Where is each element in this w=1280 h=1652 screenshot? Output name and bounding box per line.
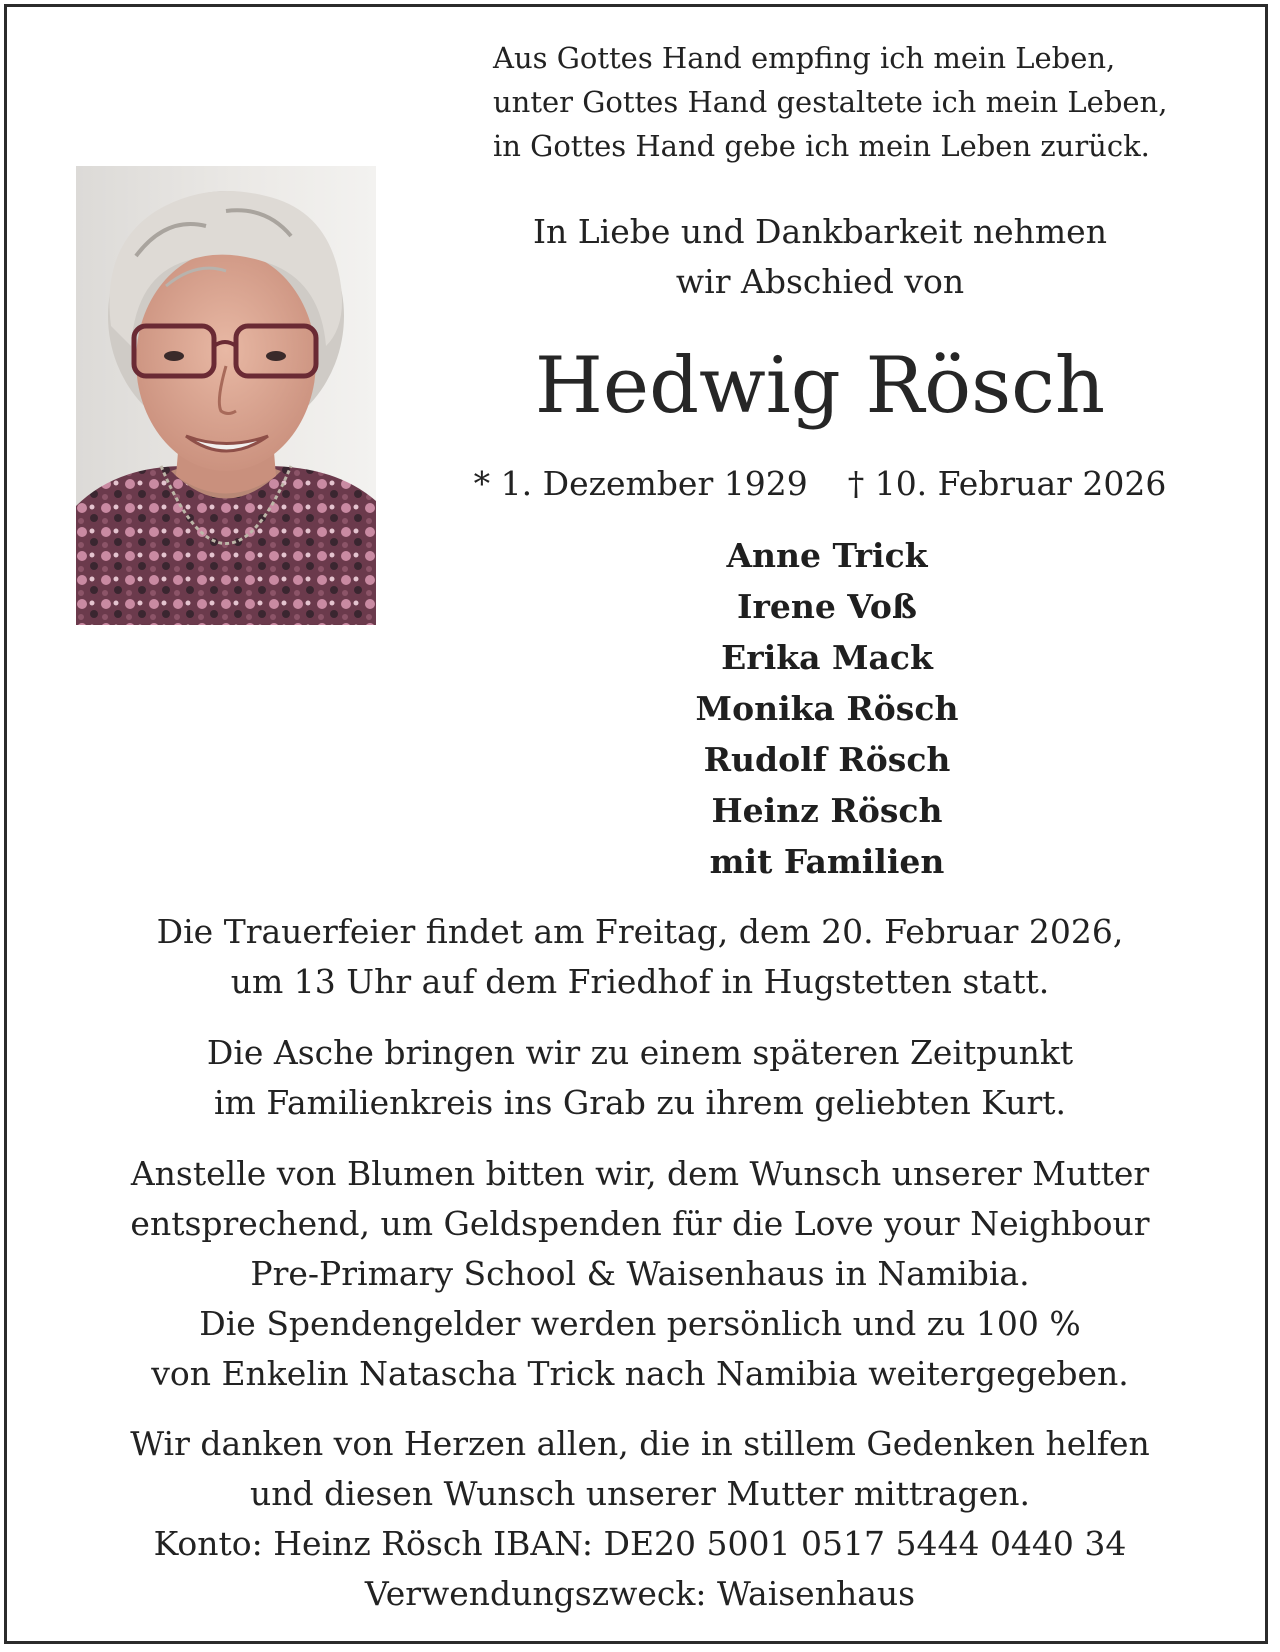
payment-reference: Verwendungszweck: Waisenhaus	[364, 1574, 916, 1613]
portrait-photo	[76, 166, 376, 625]
mourners-list	[527, 530, 1127, 887]
birth-date: * 1. Dezember 1929	[473, 464, 808, 503]
text-line: entsprechend, um Geldspenden für die Love your Neighbour	[130, 1204, 1150, 1243]
ashes-notice	[14, 1028, 1266, 1128]
funeral-notice	[14, 907, 1266, 1007]
mourner-name: Heinz Rösch	[711, 791, 943, 830]
mourner-name: Irene Voß	[737, 587, 917, 626]
text-line: Pre-Primary School & Waisenhaus in Namibia.	[250, 1254, 1030, 1293]
farewell-intro	[420, 207, 1220, 307]
text-line: Wir danken von Herzen allen, die in stillem Gedenken helfen	[130, 1424, 1150, 1463]
deceased-name: Hedwig Rösch	[534, 341, 1106, 431]
verse-line: unter Gottes Hand gestaltete ich mein Leben,	[493, 85, 1168, 119]
verse-line: in Gottes Hand gebe ich mein Leben zurück.	[493, 129, 1150, 163]
mourner-name: Rudolf Rösch	[703, 740, 951, 779]
text-line: Die Asche bringen wir zu einem späteren Zeitpunkt	[206, 1033, 1074, 1072]
text-line: Die Trauerfeier findet am Freitag, dem 20. Februar 2026,	[156, 912, 1124, 951]
verse-line: Aus Gottes Hand empfing ich mein Leben,	[493, 41, 1116, 75]
mourner-name: Anne Trick	[726, 536, 928, 575]
text-line: von Enkelin Natascha Trick nach Namibia weitergegeben.	[151, 1354, 1129, 1393]
intro-line: In Liebe und Dankbarkeit nehmen	[533, 212, 1107, 251]
thanks-and-account	[14, 1419, 1266, 1619]
life-dates	[420, 460, 1220, 508]
death-date: † 10. Februar 2026	[847, 464, 1167, 503]
donation-notice	[14, 1149, 1266, 1399]
intro-line: wir Abschied von	[675, 262, 965, 301]
bank-account: Konto: Heinz Rösch IBAN: DE20 5001 0517 5444 0440 34	[153, 1524, 1127, 1563]
text-line: Anstelle von Blumen bitten wir, dem Wunsch unserer Mutter	[130, 1154, 1150, 1193]
text-line: um 13 Uhr auf dem Friedhof in Hugstetten statt.	[230, 962, 1050, 1001]
mourner-name: Monika Rösch	[695, 689, 959, 728]
mourner-name: mit Familien	[709, 842, 945, 881]
text-line: im Familienkreis ins Grab zu ihrem geliebten Kurt.	[213, 1083, 1067, 1122]
text-line: Die Spendengelder werden persönlich und zu 100 %	[199, 1304, 1081, 1343]
mourner-name: Erika Mack	[721, 638, 933, 677]
text-line: und diesen Wunsch unserer Mutter mittragen.	[250, 1474, 1030, 1513]
bible-verse	[493, 36, 1233, 168]
